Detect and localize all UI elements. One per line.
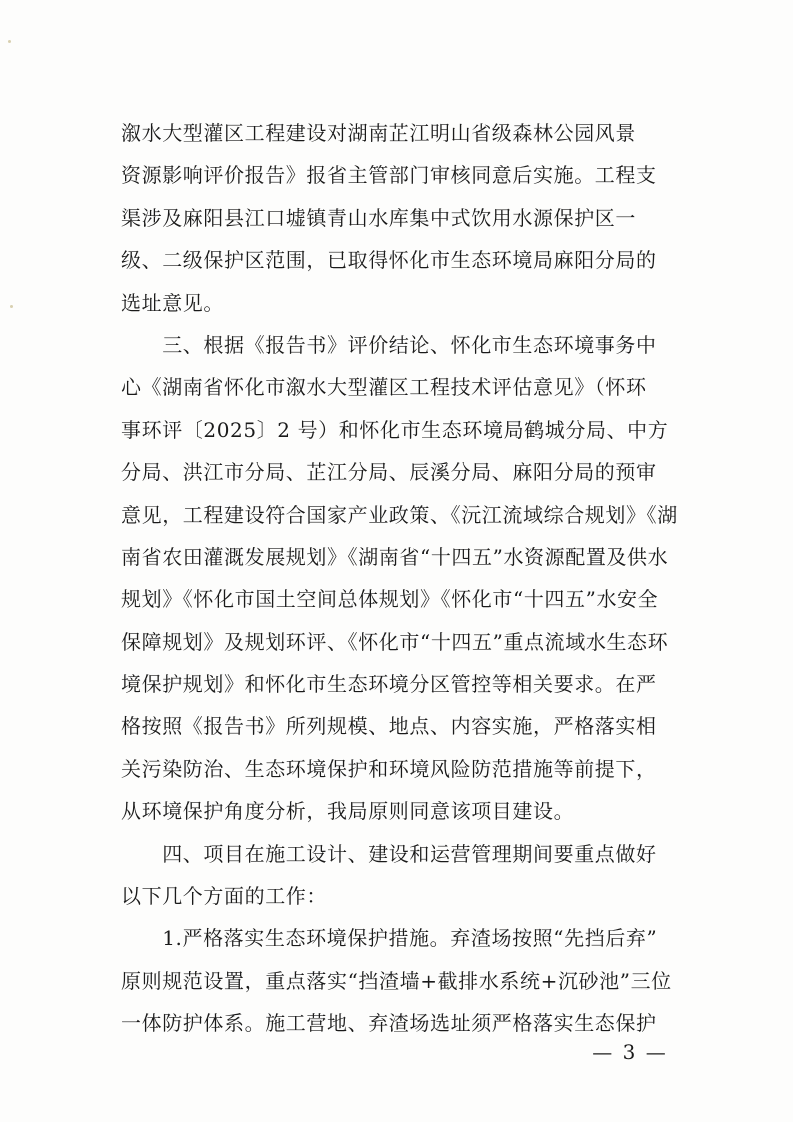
text-line: 溆水大型灌区工程建设对湖南芷江明山省级森林公园风景 bbox=[121, 121, 636, 145]
text-line: 分局、洪江市分局、芷江分局、辰溪分局、麻阳分局的预审 bbox=[121, 460, 657, 485]
text-line: 关污染防治、生态环境保护和环境风险防范措施等前提下， bbox=[121, 756, 657, 781]
text-line: 从环境保护角度分析，我局原则同意该项目建设。 bbox=[121, 799, 575, 824]
paper-speck bbox=[8, 40, 11, 43]
text-line: 意见，工程建设符合国家产业政策、《沅江流域综合规划》《湖 bbox=[121, 502, 678, 527]
text-line: 事环评〔2025〕2 号）和怀化市生态环境局鹤城分局、中方 bbox=[121, 417, 669, 442]
text-line: 保障规划》及规划环评、《怀化市“十四五”重点流域水生态环 bbox=[121, 629, 669, 654]
text-line: 以下几个方面的工作： bbox=[121, 884, 327, 909]
text-line: 选址意见。 bbox=[121, 290, 224, 315]
text-line: 四、项目在施工设计、建设和运营管理期间要重点做好 bbox=[121, 841, 657, 866]
text-line: 格按照《报告书》所列规模、地点、内容实施，严格落实相 bbox=[121, 714, 657, 739]
text-line: 一体防护体系。施工营地、弃渣场选址须严格落实生态保护 bbox=[121, 1011, 657, 1036]
text-line: 1.严格落实生态环境保护措施。弃渣场按照“先挡后弃” bbox=[121, 926, 658, 951]
body-text bbox=[121, 112, 681, 1045]
text-line: 境保护规划》和怀化市生态环境分区管控等相关要求。在严 bbox=[121, 672, 657, 697]
text-line: 渠涉及麻阳县江口墟镇青山水库集中式饮用水源保护区一 bbox=[121, 205, 636, 230]
text-line: 规划》《怀化市国土空间总体规划》《怀化市“十四五”水安全 bbox=[121, 587, 659, 612]
text-line: 级、二级保护区范围，已取得怀化市生态环境局麻阳分局的 bbox=[121, 248, 657, 273]
text-line: 原则规范设置，重点落实“挡渣墙+截排水系统+沉砂池”三位 bbox=[121, 968, 672, 993]
text-line: 资源影响评价报告》报省主管部门审核同意后实施。工程支 bbox=[121, 163, 657, 188]
text-line: 心《湖南省怀化市溆水大型灌区工程技术评估意见》（怀环 bbox=[121, 375, 647, 400]
page-number: — 3 — bbox=[592, 1040, 668, 1064]
text-line: 南省农田灌溉发展规划》《湖南省“十四五”水资源配置及供水 bbox=[121, 544, 669, 569]
paper-speck bbox=[10, 305, 13, 308]
text-line: 三、根据《报告书》评价结论、怀化市生态环境事务中 bbox=[121, 332, 657, 357]
